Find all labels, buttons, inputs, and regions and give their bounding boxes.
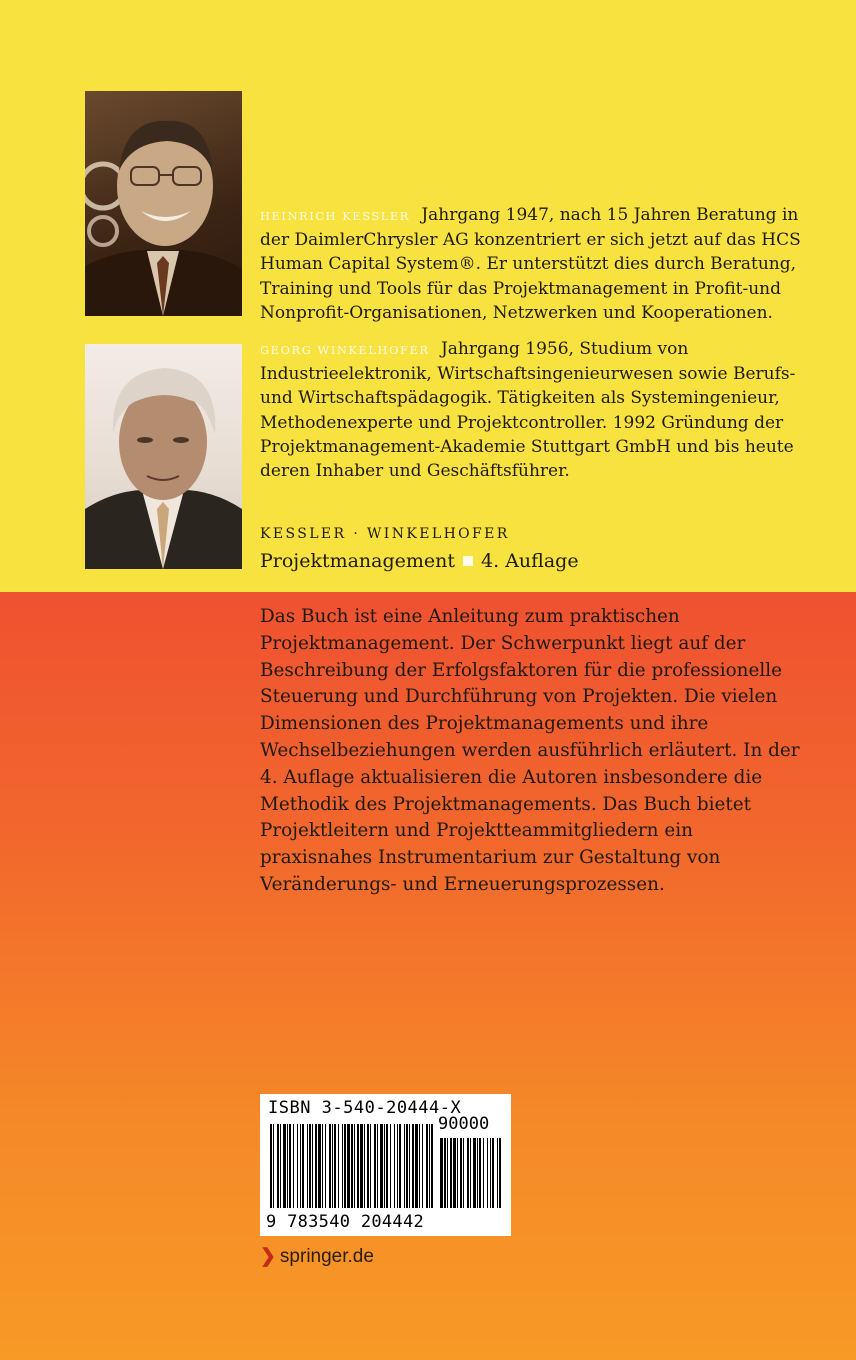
barcode-bar xyxy=(312,1124,313,1208)
barcode-bar xyxy=(357,1124,359,1208)
barcode-bar xyxy=(467,1138,469,1208)
author-bio-text-kessler: Jahrgang 1947, nach 15 Jahren Beratung in der DaimlerChrysler AG konzentriert er sich jetzt auf das HCS Human Capital System®. Er unterstützt dies durch Beratung, Training und Tools für das Projektmanagement in Profit-und Nonprofit-Organisationen, Netzwerken und Kooperationen. xyxy=(260,205,801,323)
barcode-bar xyxy=(325,1124,326,1208)
author-bio-text-winkelhofer: Jahrgang 1956, Studium von Industrieelektronik, Wirtschaftsingenieurwesen sowie Berufs- und Wirtschaftspädagogik. Tätigkeiten als Systemingenieur, Methodenexperte und Projektcontroller. 1992 Gründung der Projektmanagement-Akademie Stuttgart GmbH und bis heute deren Inhaber und Geschäftsführer. xyxy=(260,339,796,482)
barcode-bar xyxy=(473,1138,476,1208)
barcode-bar xyxy=(377,1124,378,1208)
barcode-bar xyxy=(307,1124,308,1208)
barcode-bar xyxy=(380,1124,383,1208)
barcode-bar xyxy=(289,1124,291,1208)
barcode-bar xyxy=(429,1124,430,1208)
barcode-icon xyxy=(268,1118,503,1212)
barcode-bar xyxy=(394,1124,395,1208)
barcode-bar xyxy=(483,1138,484,1208)
book-description: Das Buch ist eine Anleitung zum praktischen Projektmanagement. Der Schwerpunkt liegt auf der Beschreibung der Erfolgsfaktoren für die professionelle Steuerung und Durchführung von Projekten. Die vielen Dimensionen des Projektmanagements und ihre Wechselbeziehungen werden ausführlich erläutert. In der 4. Auflage aktualisieren die Autoren insbesondere die Methodik des Projektmanagements. Das Buch bietet Projektleitern und Projektteammitgliedern ein praxisnahes Instrumentarium zur Gestaltung von Veränderungs- und Erneuerungsprozessen. xyxy=(260,606,800,895)
author-photo-winkelhofer xyxy=(85,344,242,569)
barcode-bar xyxy=(479,1138,481,1208)
barcode-bar xyxy=(386,1124,388,1208)
barcode-bar xyxy=(293,1124,294,1208)
barcode-label xyxy=(260,1094,511,1236)
barcode-bar xyxy=(497,1138,498,1208)
barcode-bar xyxy=(419,1124,420,1208)
barcode-bar xyxy=(460,1138,462,1208)
author-bio-kessler xyxy=(260,203,820,325)
barcode-bar xyxy=(309,1124,311,1208)
barcode-bar xyxy=(322,1124,323,1208)
barcode-bar xyxy=(270,1124,272,1208)
barcode-bar xyxy=(409,1124,410,1208)
barcode-bar xyxy=(431,1124,433,1208)
author-bio-winkelhofer xyxy=(260,337,820,483)
publisher-url: springer.de xyxy=(279,1246,374,1267)
barcode-bar xyxy=(300,1124,301,1208)
barcode-bar xyxy=(499,1138,501,1208)
barcode-bar xyxy=(342,1124,343,1208)
barcode-bar xyxy=(426,1124,428,1208)
barcode-bar xyxy=(360,1124,363,1208)
barcode-bar xyxy=(302,1124,304,1208)
barcode-bar xyxy=(384,1124,385,1208)
book-edition: 4. Auflage xyxy=(481,550,579,572)
author-photo-kessler xyxy=(85,91,242,316)
barcode-bar xyxy=(338,1124,339,1208)
barcode-bar xyxy=(390,1124,391,1208)
barcode-bar xyxy=(477,1138,478,1208)
isbn-number: ISBN 3-540-20444-X xyxy=(268,1098,462,1118)
barcode-bar xyxy=(315,1124,317,1208)
barcode-bar xyxy=(354,1124,355,1208)
barcode-bar xyxy=(367,1124,369,1208)
barcode-bar xyxy=(332,1124,333,1208)
barcode-bar xyxy=(450,1138,452,1208)
barcode-bar xyxy=(404,1124,405,1208)
barcode-bar xyxy=(412,1124,414,1208)
book-title: Projektmanagement xyxy=(260,550,456,572)
barcode-bar xyxy=(453,1138,456,1208)
barcode-bar xyxy=(397,1124,398,1208)
barcode-bar xyxy=(492,1138,494,1208)
barcode-bar xyxy=(374,1124,376,1208)
chevron-right-icon: ❯ xyxy=(260,1246,276,1267)
barcode-bar xyxy=(470,1138,471,1208)
ean-digits: 9 783540 204442 xyxy=(266,1212,425,1232)
book-title-line xyxy=(260,550,579,572)
barcode-bar xyxy=(273,1124,274,1208)
barcode-bar xyxy=(329,1124,331,1208)
barcode-bar xyxy=(422,1124,423,1208)
barcode-bar xyxy=(334,1124,336,1208)
barcode-bar xyxy=(287,1124,288,1208)
author-name-kessler: HEINRICH KESSLER xyxy=(260,209,410,223)
barcode-bar xyxy=(406,1124,408,1208)
author-name-winkelhofer: GEORG WINKELHOFER xyxy=(260,343,430,357)
barcode-bar xyxy=(415,1124,418,1208)
barcode-bar xyxy=(487,1138,488,1208)
barcode-bar xyxy=(440,1138,443,1208)
book-authors: KESSLER · WINKELHOFER xyxy=(260,526,510,542)
barcode-bar xyxy=(457,1138,458,1208)
barcode-bar xyxy=(283,1124,286,1208)
barcode-bar xyxy=(463,1138,464,1208)
barcode-bar xyxy=(347,1124,350,1208)
barcode-bar xyxy=(318,1124,321,1208)
barcode-bar xyxy=(280,1124,281,1208)
separator-square-icon xyxy=(463,556,473,566)
barcode-bar xyxy=(277,1124,279,1208)
barcode-bar xyxy=(351,1124,353,1208)
barcode-bar xyxy=(490,1138,491,1208)
price-code: 90000 xyxy=(438,1114,490,1134)
barcode-bar xyxy=(447,1138,448,1208)
barcode-bar xyxy=(364,1124,365,1208)
publisher-link[interactable] xyxy=(260,1245,374,1268)
barcode-bar xyxy=(344,1124,346,1208)
barcode-bar xyxy=(444,1138,446,1208)
barcode-bar xyxy=(370,1124,371,1208)
barcode-bar xyxy=(399,1124,401,1208)
barcode-bar xyxy=(297,1124,298,1208)
